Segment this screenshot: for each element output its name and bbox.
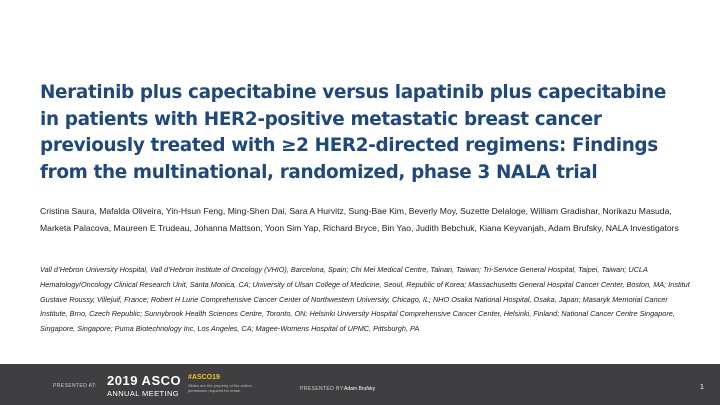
author-list: Cristina Saura, Mafalda Oliveira, Yin-Hsun Feng, Ming-Shen Dai, Sara A Hurvitz, Sung-Bae Kim, Beverly Moy, Suzette Delaloge, William Gradishar, Norikazu Masuda, Marketa Palacova, Maureen E Trudeau, Johanna Mattson, Yoon Sim Yap, Richard Bryce, Bin Yao, Judith Bebchuk, Kiana Keyvanjah, Adam Brufsky, NALA Investigators <box>40 206 679 233</box>
page-number: 1 <box>700 384 704 391</box>
annual-meeting-label: ANNUAL MEETING <box>107 389 179 398</box>
affiliation-list: Vall d’Hebron University Hospital, Vall d’Hebron Institute of Oncology (VHIO), Barcelona, Spain; Chi Mei Medical Centre, Tainan, Taiwan; Tri-Service General Hospital, Taipei, Taiwan; UCLA Hematology/Oncology Clinical Research Unit, Santa Monica, CA; University of Ulsan College of Medicine, Seoul, Republic of Korea; Massachusetts General Hospital Cancer Center, Boston, MA; Institut Gustave Roussy, Villejuif, France; Robert H Lurie Comprehensive Cancer Center of Northwestern University, Chicago, IL; NHO Osaka National Hospital, Osaka, Japan; Masaryk Memorial Cancer Institute, Brno, Czech Republic; Sunnybrook Health Sciences Centre, Toronto, ON; Helsinki University Hospital Comprehensive Cancer Center, Helsinki, Finland; National Cancer Centre Singapore, Singapore, Singapore; Puma Biotechnology Inc, Los Angeles, CA; Magee-Womens Hospital of UPMC, Pittsburgh, PA <box>40 265 690 334</box>
presenter-name: Adam Brufsky <box>344 386 376 392</box>
footer-bar <box>0 364 720 405</box>
presented-by-label: PRESENTED BY: <box>300 386 345 392</box>
slide-title: Neratinib plus capecitabine versus lapatinib plus capecitabine in patients with HER2-positive metastatic breast cancer previously treated with ≥2 HER2-directed regimens: Findings from the multinational, randomized, phase 3 NALA trial <box>40 82 666 183</box>
reuse-disclaimer: Slides are the property of the author, permission required for reuse. <box>188 383 253 393</box>
presented-at-label: PRESENTED AT: <box>53 383 97 389</box>
hashtag: #ASCO19 <box>188 374 220 381</box>
asco-logo: 2019 ASCO <box>107 373 182 388</box>
